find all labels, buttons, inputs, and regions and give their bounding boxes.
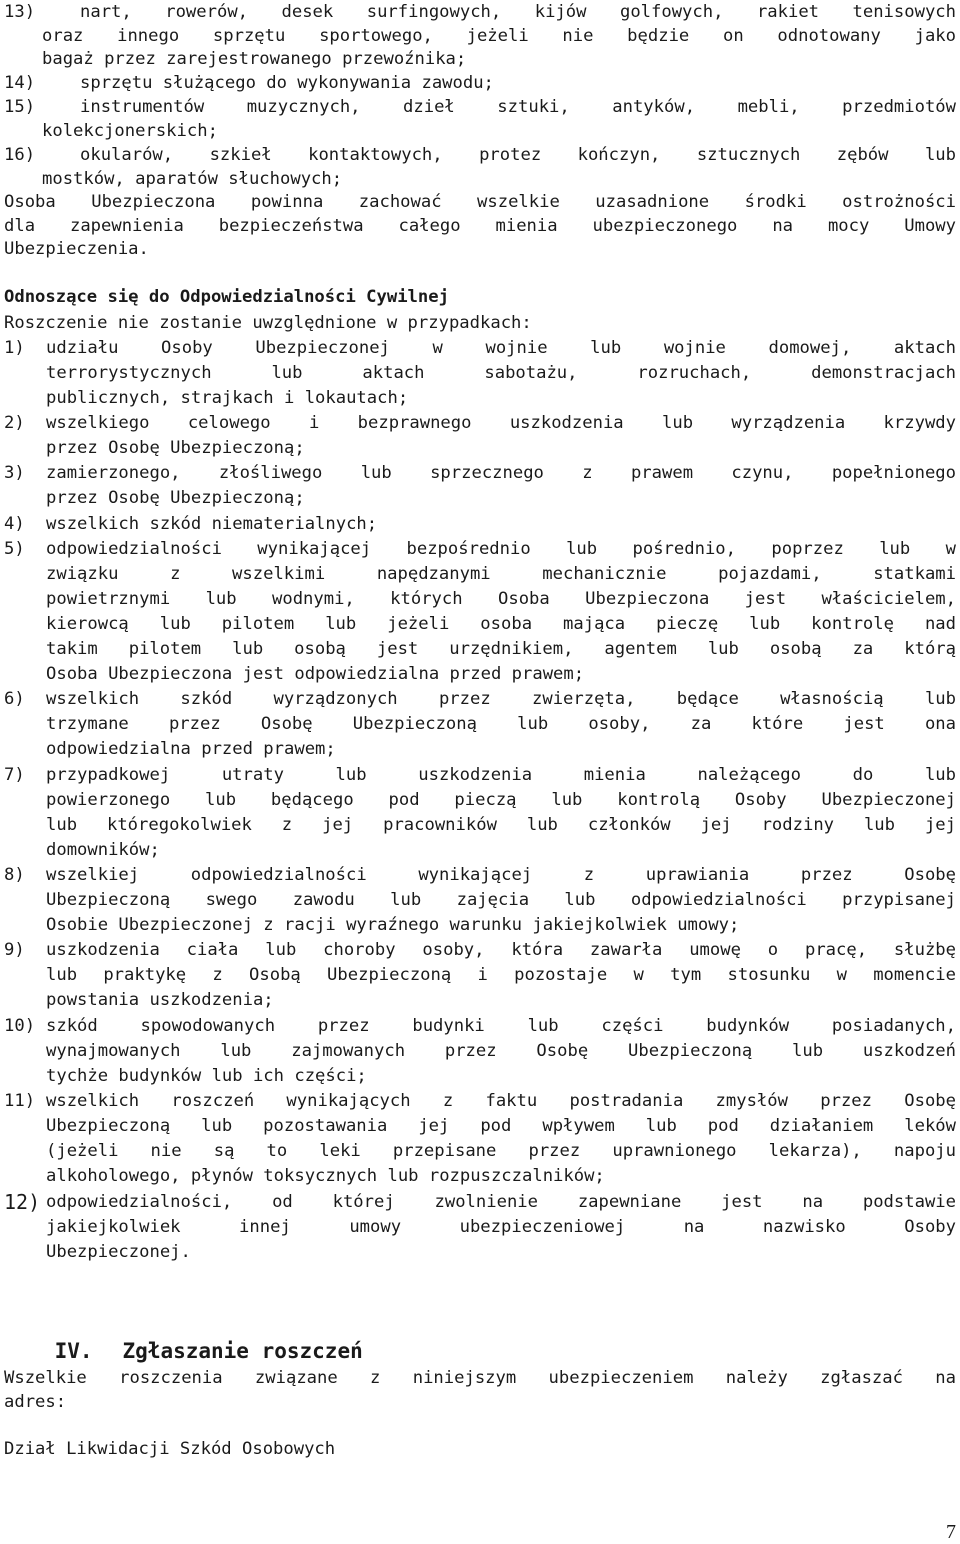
list-item-line: szkód spowodowanych przez budynki lub części budynków posiadanych, [46, 1016, 956, 1036]
list-item-line: nart, rowerów, desek surfingowych, kijów golfowych, rakiet tenisowych [80, 2, 956, 22]
list-item-line: Osobie Ubezpieczonej z racji wyraźnego warunku jakiejkolwiek umowy; [46, 915, 740, 935]
document-page: 13) nart, rowerów, desek surfingowych, kijów golfowych, rakiet tenisowych oraz innego sprzętu sportowego, jeżeli nie będzie on odnotowany jako bagaż przez zarejestrowanego przewoźnika; 14) sprzętu służącego do wykonywania zawodu; 15) instrumentów muzycznych, dzieł sztuki, antyków, mebli, przedmiotów kolekcjonerskich; 16) okularów, szkieł kontaktowych, protez kończyn, sztucznych zębów lub mostków, aparatów słuchowych; Osoba Ubezpieczona powinna zachować wszelkie uzasadnione środki ostrożności dla zapewnienia bezpieczeństwa całego mienia ubezpieczonego na mocy Umowy Ubezpieczenia. Odnoszące się do Odpowiedzialności Cywilnej Roszczenie nie zostanie uwzględnione w przypadkach: 1) udziału Osoby Ubezpieczonej w wojnie lub wojnie domowej, aktach terrorystycznych lub aktach sabotażu, rozruchach, demonstracjach publicznych, strajkach i lokautach; 2) wszelkiego celowego i bezprawnego uszkodzenia lub wyrządzenia krzywdy przez Osobę Ubezpieczoną; 3) zamierzonego, złośliwego lub sprzecznego z prawem czynu, popełnionego przez Osobę Ubezpieczoną; 4) wszelkich szkód niematerialnych; 5) odpowiedzialności wynikającej bezpośrednio lub pośrednio, poprzez lub w związku z wszelkimi napędzanymi mechanicznie pojazdami, statkami powietrznymi lub wodnymi, których Osoba Ubezpieczona jest właścicielem, kierowcą lub pilotem lub jeżeli osoba mająca pieczę lub kontrolę nad takim pilotem lub osobą jest urzędnikiem, agentem lub osobą za którą Osoba Ubezpieczona jest odpowiedzialna przed prawem; 6) wszelkich szkód wyrządzonych przez zwierzęta, będące własnością lub trzymane przez Osobę Ubezpieczoną lub osoby, za które jest ona odpowiedzialna przed prawem; 7) przypadkowej utraty lub uszkodzenia mienia należącego do lub powierzonego lub będącego pod pieczą lub kontrolą Osoby Ubezpieczonej lub któregokolwiek z jej pracowników lub członków jej rodziny lub jej domowników; 8) wszelkiej odpowiedzialności wynikającej z uprawiania przez Osobę Ubezpieczoną swego zawodu lub zajęcia lub odpowiedzialności przypisanej Osobie Ubezpieczonej z racji wyraźnego warunku jakiejkolwiek umowy; 9) uszkodzenia ciała lub choroby osoby, która zawarła umowę o pracę, służbę lub praktykę z Osobą Ubezpieczoną i pozostaje w tym stosunku w momencie powstania uszkodzenia; 10) szkód spowodowanych przez budynki lub części budynków posiadanych, wynajmowanych lub zajmowanych przez Osobę Ubezpieczoną lub uszkodzeń tychże budynków lub ich części; 11) wszelkich roszczeń wynikających z faktu postradania zmysłów przez Osobę Ubezpieczoną lub pozostawania jej pod wpływem lub pod działaniem leków (jeżeli nie są to leki przepisane przez uprawnionego lekarza), napoju alkoholowego, płynów toksycznych lub rozpuszczalników; 12) odpowiedzialności, od której zwolnienie zapewniane jest na podstawie jakiejkolwiek innej umowy ubezpieczeniowej na nazwisko Osoby Ubezpieczonej. IV. Zgłaszanie roszczeń Wszelkie roszczenia związane z niniejszym ubezpieczeniem należy zgłaszać na adres: Dział Likwidacji Szkód Osobowych 7 [4, 2, 956, 1543]
list-item-line: wszelkich roszczeń wynikających z faktu postradania zmysłów przez Osobę [46, 1091, 956, 1111]
list-item-line: lub któregokolwiek z jej pracowników lub członków jej rodziny lub jej [46, 815, 956, 835]
list-item-line: wszelkiego celowego i bezprawnego uszkodzenia lub wyrządzenia krzywdy [46, 413, 956, 433]
list-item-line: takim pilotem lub osobą jest urzędnikiem, agentem lub osobą za którą [46, 639, 956, 659]
list-item-line: zamierzonego, złośliwego lub sprzecznego z prawem czynu, popełnionego [46, 463, 956, 483]
list-item-line: odpowiedzialności, od której zwolnienie zapewniane jest na podstawie [46, 1192, 956, 1212]
list-item-line: instrumentów muzycznych, dzieł sztuki, antyków, mebli, przedmiotów [80, 97, 956, 117]
list-item-line: powierzonego lub będącego pod pieczą lub kontrolą Osoby Ubezpieczonej [46, 790, 956, 810]
list-item-line: odpowiedzialności wynikającej bezpośrednio lub pośrednio, poprzez lub w [46, 539, 956, 559]
chapter-number: IV. [54, 1339, 93, 1363]
list-item-line: mostków, aparatów słuchowych; [42, 169, 343, 189]
page-number: 7 [946, 1521, 956, 1543]
list-item-line: domowników; [46, 840, 160, 860]
list-item-line: terrorystycznych lub aktach sabotażu, rozruchach, demonstracjach [46, 363, 956, 383]
list-item-line: lub praktykę z Osobą Ubezpieczoną i pozostaje w tym stosunku w momencie [46, 965, 956, 985]
list-item-line: przez Osobę Ubezpieczoną; [46, 488, 305, 508]
list-item-line: sprzętu służącego do wykonywania zawodu; [80, 73, 494, 93]
list-item-line: kolekcjonerskich; [42, 121, 218, 141]
list-item-line: trzymane przez Osobę Ubezpieczoną lub osoby, za które jest ona [46, 714, 956, 734]
list-item-line: powietrznymi lub wodnymi, których Osoba Ubezpieczona jest właścicielem, [46, 589, 956, 609]
list-item-line: uszkodzenia ciała lub choroby osoby, która zawarła umowę o pracę, służbę [46, 940, 956, 960]
list-item-line: udziału Osoby Ubezpieczonej w wojnie lub wojnie domowej, aktach [46, 338, 956, 358]
list-item-line: wszelkich szkód niematerialnych; [46, 514, 378, 534]
list-item-line: przez Osobę Ubezpieczoną; [46, 438, 305, 458]
list-item-line: bagaż przez zarejestrowanego przewoźnika; [42, 49, 467, 69]
list-item-line: Ubezpieczoną lub pozostawania jej pod wpływem lub pod działaniem leków [46, 1116, 956, 1136]
list-item-line: alkoholowego, płynów toksycznych lub rozpuszczalników; [46, 1166, 605, 1186]
list-item-line: jakiejkolwiek innej umowy ubezpieczeniowej na nazwisko Osoby [46, 1217, 956, 1237]
list-item-line: związku z wszelkimi napędzanymi mechanicznie pojazdami, statkami [46, 564, 956, 584]
list-item-line: wszelkiej odpowiedzialności wynikającej z uprawiania przez Osobę [46, 865, 956, 885]
list-item-line: oraz innego sprzętu sportowego, jeżeli nie będzie on odnotowany jako [42, 26, 956, 46]
list-item-line: wynajmowanych lub zajmowanych przez Osobę Ubezpieczoną lub uszkodzeń [46, 1041, 956, 1061]
list-item-line: wszelkich szkód wyrządzonych przez zwierzęta, będące własnością lub [46, 689, 956, 709]
list-item-line: Osoba Ubezpieczona jest odpowiedzialna przed prawem; [46, 664, 585, 684]
list-item-line: kierowcą lub pilotem lub jeżeli osoba mająca pieczę lub kontrolę nad [46, 614, 956, 634]
list-item-line: Ubezpieczoną swego zawodu lub zajęcia lub odpowiedzialności przypisanej [46, 890, 956, 910]
list-item-line: publicznych, strajkach i lokautach; [46, 388, 409, 408]
list-item-line: Ubezpieczonej. [46, 1242, 191, 1262]
list-item-line: odpowiedzialna przed prawem; [46, 739, 336, 759]
list-item-line: powstania uszkodzenia; [46, 990, 274, 1010]
list-item-line: przypadkowej utraty lub uszkodzenia mienia należącego do lub [46, 765, 956, 785]
chapter-title: Zgłaszanie roszczeń [122, 1339, 363, 1363]
list-item-line: (jeżeli nie są to leki przepisane przez uprawnionego lekarza), napoju [46, 1141, 956, 1161]
list-item-line: okularów, szkieł kontaktowych, protez kończyn, sztucznych zębów lub [80, 145, 956, 165]
list-item-line: tychże budynków lub ich części; [46, 1066, 367, 1086]
